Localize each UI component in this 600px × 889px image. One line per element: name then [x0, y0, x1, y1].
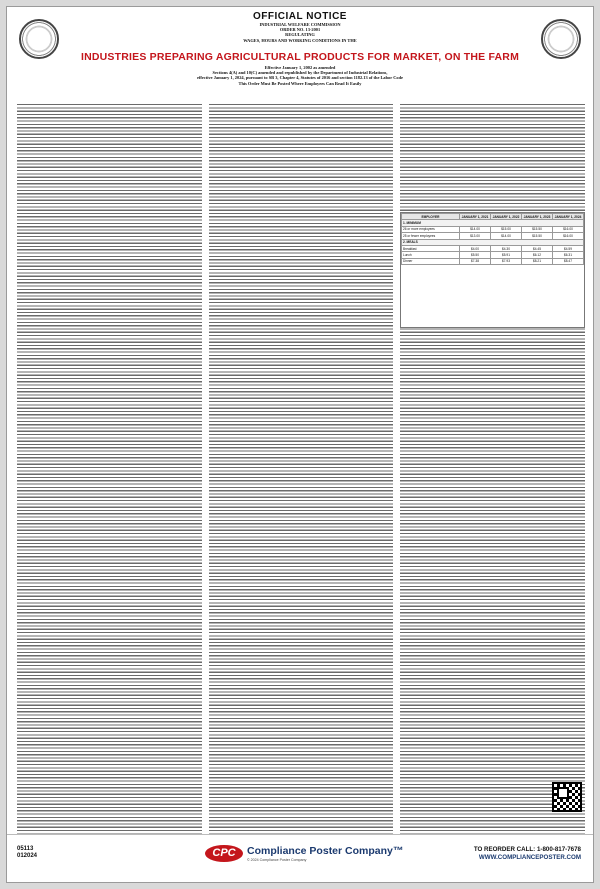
table-header: JANUARY 1, 2023 — [522, 214, 553, 220]
wages-line: WAGES, HOURS AND WORKING CONDITIONS IN THE — [243, 37, 357, 43]
poster-code: 05113 — [17, 846, 34, 852]
table-header: JANUARY 1, 2021 — [460, 214, 491, 220]
poster-header — [7, 11, 593, 43]
regulating-line: REGULATING — [285, 32, 315, 38]
qr-code-icon[interactable] — [552, 782, 582, 812]
order-number: ORDER NO. 13-2001 — [279, 27, 321, 33]
text-column-2 — [209, 104, 394, 839]
table-row: Breakfast $4.00 $4.30 $4.45 $4.59 — [402, 245, 584, 251]
commission-line: INDUSTRIAL WELFARE COMMISSION — [259, 22, 341, 27]
poster-sheet — [6, 6, 594, 883]
posting-instruction: This Order Must Be Posted Where Employees Can Read It Easily — [238, 80, 362, 86]
table-header: EMPLOYER — [402, 214, 460, 220]
company-logo: CPC — [205, 845, 243, 862]
poster-footer — [7, 834, 593, 882]
wage-table — [400, 212, 585, 328]
amendment-line-1: Sections 4(A) and 10(C) amended and republished by the Department of Industrial Relations, — [212, 70, 388, 76]
effective-block — [7, 65, 593, 86]
official-notice-heading: OFFICIAL NOTICE — [253, 11, 347, 22]
company-url[interactable]: WWW.COMPLIANCEPOSTER.COM — [478, 854, 581, 861]
table-row: 25 or fewer employees $13.00 $14.00 $15.50 $16.00 — [402, 233, 584, 239]
effective-date: Effective January 1, 2002 as amended — [264, 65, 336, 70]
reorder-phone[interactable]: TO REORDER CALL: 1-800-817-7678 — [473, 846, 581, 853]
text-column-1 — [17, 104, 202, 839]
company-name: Compliance Poster Company™ — [247, 845, 404, 857]
table-row: Dinner $7.38 $7.93 $8.21 $8.47 — [402, 258, 584, 264]
table-section: 2. MEALS — [402, 239, 584, 245]
poster-codes — [17, 846, 37, 860]
table-section: 1. MINIMUM — [402, 220, 584, 226]
copyright: © 2024 Compliance Poster Company — [247, 858, 307, 862]
table-header: JANUARY 1, 2024 — [553, 214, 584, 220]
table-row: Lunch $5.50 $5.91 $6.12 $6.31 — [402, 252, 584, 258]
revision-code: 012024 — [17, 853, 38, 859]
table-row: 26 or more employees $14.00 $15.00 $15.50 $16.00 — [402, 226, 584, 232]
table-header: JANUARY 1, 2022 — [491, 214, 522, 220]
reorder-info — [474, 846, 581, 862]
amendment-line-2: effective January 1, 2024, pursuant to SB 3, Chapter 4, Statutes of 2016 and section 1182.13 of the Labor Code — [197, 75, 403, 81]
page-title: INDUSTRIES PREPARING AGRICULTURAL PRODUCTS FOR MARKET, ON THE FARM — [80, 51, 520, 63]
